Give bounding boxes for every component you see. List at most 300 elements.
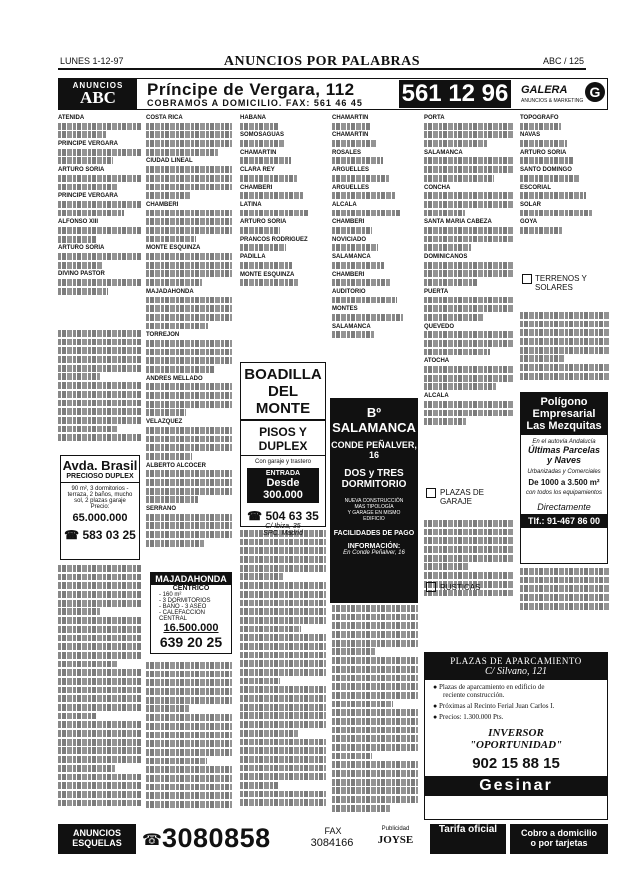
ad-text-line xyxy=(240,617,326,624)
ad-text-line xyxy=(240,157,291,164)
ad-entry-title: SANTA MARIA CABEZA xyxy=(424,219,492,226)
boadilla-addr-1: C/ Ibiza, 35 xyxy=(265,523,301,530)
ad-text-line xyxy=(240,192,303,199)
boadilla-addr-2: SPC. Madrid xyxy=(263,530,303,537)
ad-text-line xyxy=(146,323,208,330)
footer-phone: 3080858 xyxy=(162,823,271,853)
ad-text-line xyxy=(146,697,232,704)
ad-entry-title: CHAMBERI xyxy=(240,184,273,191)
ad-text-line xyxy=(240,721,326,728)
abc-logo-main: ABC xyxy=(80,88,116,107)
poligono-ad xyxy=(520,392,608,564)
ad-text-line xyxy=(146,436,232,443)
ad-text-line xyxy=(58,704,142,711)
ad-text-line xyxy=(240,730,298,737)
ad-entry-title: MONTES xyxy=(332,306,358,313)
ad-text-line xyxy=(424,297,514,304)
ad-text-line xyxy=(520,585,610,592)
brasil-title: Avda. Brasil xyxy=(62,458,138,473)
ad-text-line xyxy=(240,634,326,641)
ad-text-line xyxy=(520,603,610,610)
column-4 xyxy=(332,114,418,394)
ad-entry-title: ANDRES MELLADO xyxy=(146,375,203,382)
ad-text-line xyxy=(424,227,514,234)
cobro-box xyxy=(510,824,608,854)
ad-text-line xyxy=(332,614,418,621)
ad-text-line xyxy=(332,744,418,751)
ad-text-line xyxy=(58,434,142,441)
poligono-t7: Urbanizadas y Comerciales xyxy=(527,469,601,475)
ad-text-line xyxy=(240,210,309,217)
brasil-ad xyxy=(60,455,140,560)
ad-entry-title: CONCHA xyxy=(424,184,451,191)
ad-text-line xyxy=(240,582,326,589)
ad-entry-title: GOYA xyxy=(520,219,538,226)
ad-text-line xyxy=(146,679,232,686)
ad-text-line xyxy=(58,756,142,763)
ad-text-line xyxy=(58,373,100,380)
ad-entry-title: COSTA RICA xyxy=(146,115,183,121)
ad-text-line xyxy=(146,496,198,503)
category-rusticas: RUSTICAS xyxy=(440,583,481,592)
ad-text-line xyxy=(146,357,232,364)
ad-text-line xyxy=(146,470,232,477)
ad-text-line xyxy=(332,605,418,612)
ad-text-line xyxy=(146,740,232,747)
tarifa-box: Tarifa oficial xyxy=(430,824,506,854)
ad-text-line xyxy=(146,262,232,269)
ad-text-line xyxy=(58,175,142,182)
ad-text-line xyxy=(240,669,326,676)
ad-text-line xyxy=(146,210,232,217)
ad-entry-title: PUERTA xyxy=(424,288,449,295)
ad-text-line xyxy=(58,210,124,217)
ad-entry-title: ALCALA xyxy=(332,201,357,208)
ad-text-line xyxy=(240,660,326,667)
ad-text-line xyxy=(332,210,401,217)
ad-text-line xyxy=(332,123,371,130)
ad-text-line xyxy=(520,175,579,182)
gesinar-brand: Gesinar xyxy=(425,776,607,796)
cobro-line-2: o por tarjetas xyxy=(530,838,588,848)
ad-text-line xyxy=(58,123,142,130)
ad-text-line xyxy=(146,522,232,529)
ad-text-line xyxy=(58,800,142,807)
boadilla-garaje: Con garaje y trastero xyxy=(254,459,312,465)
ad-entry-title: ALBERTO ALCOCER xyxy=(146,462,206,469)
salamanca-dos: DOS y TRES xyxy=(344,468,404,479)
majada-phone: 639 20 25 xyxy=(159,634,223,650)
ad-entry-title: VELAZQUEZ xyxy=(146,419,183,426)
ad-text-line xyxy=(520,347,610,354)
ad-text-line xyxy=(146,131,232,138)
publicidad-label: Publicidad xyxy=(381,826,410,832)
ad-text-line xyxy=(332,314,403,321)
ad-text-line xyxy=(146,514,232,521)
ad-entry-title: SANTO DOMINGO xyxy=(520,167,572,174)
ad-text-line xyxy=(146,792,232,799)
ad-text-line xyxy=(424,546,514,553)
ad-text-line xyxy=(240,712,326,719)
plazas-bullet-2: ● Próximas al Recinto Ferial Juan Carlos I. xyxy=(433,702,555,710)
ad-text-line xyxy=(240,565,326,572)
ad-entry-title: LATINA xyxy=(240,201,262,208)
ad-text-line xyxy=(424,175,494,182)
joyse-logo: JOYSE xyxy=(377,834,414,846)
ad-entry-title: SOLAR xyxy=(520,201,541,208)
ad-entry-title: ROSALES xyxy=(332,149,362,156)
ad-text-line xyxy=(424,279,477,286)
poligono-t4: En el autovía Andalucía xyxy=(532,439,596,445)
ad-text-line xyxy=(240,791,326,798)
ad-text-line xyxy=(146,479,232,486)
salamanca-l3: Y GARAGE EN MISMO xyxy=(347,510,401,516)
ad-entry-title: PRANCOS RODRIGUEZ xyxy=(240,236,308,243)
ad-text-line xyxy=(424,572,514,579)
brasil-line: Precio: xyxy=(90,504,110,510)
ad-entry-title: ESCORIAL xyxy=(520,184,552,191)
column-6 xyxy=(520,114,610,264)
ad-text-line xyxy=(424,555,514,562)
ad-entry-title: DIVINO PASTOR xyxy=(58,271,105,278)
boadilla-ad xyxy=(240,362,326,537)
ad-text-line xyxy=(146,758,207,765)
ad-text-line xyxy=(58,635,142,642)
ad-entry-title: TORREJON xyxy=(146,332,180,339)
plazas-bullet-3: ● Precios: 1.300.000 Pts. xyxy=(433,713,504,721)
brasil-line: sol, 2 plazas garaje xyxy=(74,498,126,504)
ad-text-line xyxy=(146,488,232,495)
ad-text-line xyxy=(146,732,232,739)
ad-text-line xyxy=(424,349,490,356)
inversor-title: INVERSOR xyxy=(488,727,544,739)
ad-entry-title: ARGUELLES xyxy=(332,184,370,191)
majada-line: - CALEFACCION CENTRAL xyxy=(159,610,206,622)
ad-text-line xyxy=(424,314,483,321)
ad-text-line xyxy=(240,626,301,633)
column-4-lower xyxy=(332,605,418,817)
salamanca-obra: En Conde Peñalver, 16 xyxy=(343,550,405,556)
ad-text-line xyxy=(58,582,142,589)
ad-entry-title: CHAMARTIN xyxy=(240,149,277,156)
majadahonda-ad xyxy=(150,572,232,654)
ad-text-line xyxy=(146,305,232,312)
boadilla-phone: 504 63 35 xyxy=(265,509,319,523)
ad-text-line xyxy=(520,594,610,601)
ad-text-line xyxy=(332,735,418,742)
ad-text-line xyxy=(146,540,204,547)
ad-text-line xyxy=(58,391,142,398)
ad-text-line xyxy=(240,765,326,772)
plazas-street: C/ Silvano, 121 xyxy=(485,666,547,677)
ad-text-line xyxy=(520,329,610,336)
ad-text-line xyxy=(240,140,285,147)
ad-text-line xyxy=(58,661,118,668)
ad-text-line xyxy=(146,531,232,538)
ad-text-line xyxy=(146,784,232,791)
ad-text-line xyxy=(58,330,142,337)
ad-text-line xyxy=(424,331,514,338)
poligono-t9: con todos los equipamientos xyxy=(525,490,603,496)
ad-text-line xyxy=(58,713,97,720)
ad-text-line xyxy=(240,123,279,130)
ad-text-line xyxy=(58,184,118,191)
ad-text-line xyxy=(240,556,326,563)
salamanca-l2: MAS TIPOLOGÍA xyxy=(354,504,394,510)
ad-text-line xyxy=(146,766,232,773)
ad-text-line xyxy=(332,244,378,251)
ad-text-line xyxy=(240,600,326,607)
galera-logo: GALERA xyxy=(521,84,568,96)
ad-text-line xyxy=(146,366,214,373)
ad-text-line xyxy=(58,687,142,694)
poligono-t10: Directamente xyxy=(537,502,591,512)
inversor-oportunidad: "OPORTUNIDAD" xyxy=(469,739,563,751)
ad-entry-title: SALAMANCA xyxy=(332,254,371,261)
ad-text-line xyxy=(58,236,97,243)
ad-text-line xyxy=(240,747,326,754)
brasil-line: 90 m², 3 dormitorios - xyxy=(71,486,129,492)
category-plazas-garaje: PLAZAS DE GARAJE xyxy=(440,488,485,506)
ad-text-line xyxy=(240,652,326,659)
boadilla-entrada: ENTRADA xyxy=(265,470,301,477)
ad-text-line xyxy=(240,756,326,763)
ad-text-line xyxy=(424,270,514,277)
ad-text-line xyxy=(520,577,610,584)
ad-text-line xyxy=(424,410,514,417)
ad-text-line xyxy=(146,279,202,286)
footer-label-box xyxy=(58,824,136,854)
bullet-icon: ● xyxy=(433,713,439,721)
ad-entry-title: AUDITORIO xyxy=(332,288,366,295)
salamanca-address: CONDE PEÑALVER, 16 xyxy=(331,440,417,460)
ad-text-line xyxy=(332,279,390,286)
ad-text-line xyxy=(332,709,418,716)
ad-text-line xyxy=(332,805,390,812)
ad-text-line xyxy=(240,244,286,251)
ad-text-line xyxy=(58,262,103,269)
category-box xyxy=(426,582,436,592)
ad-text-line xyxy=(332,796,418,803)
ad-text-line xyxy=(58,347,142,354)
poligono-t8: De 1000 a 3.500 m² xyxy=(528,478,600,487)
ad-text-line xyxy=(332,622,418,629)
ad-entry-title: DOMINICANOS xyxy=(424,254,468,261)
ad-entry-title: CHAMBERI xyxy=(146,201,179,208)
ad-entry-title: NAVAS xyxy=(520,132,541,139)
ad-text-line xyxy=(146,140,232,147)
fax-label: FAX xyxy=(324,826,342,836)
ad-text-line xyxy=(240,739,326,746)
ad-text-line xyxy=(58,782,142,789)
poligono-header xyxy=(521,393,607,435)
ad-text-line xyxy=(520,123,561,130)
ad-text-line xyxy=(146,705,189,712)
column-3-lower xyxy=(240,530,326,817)
ad-text-line xyxy=(332,701,393,708)
ad-text-line xyxy=(332,770,418,777)
ad-entry-title: PRINCIPE VERGARA xyxy=(58,141,119,148)
boadilla-title-2: DEL MONTE xyxy=(241,383,325,421)
ad-entry-title: CHAMARTIN xyxy=(332,115,369,121)
ad-text-line xyxy=(58,617,142,624)
majada-line: - 3 DORMITORIOS xyxy=(159,598,211,604)
ad-text-line xyxy=(520,338,610,345)
column-6-lower xyxy=(520,312,610,387)
ad-text-line xyxy=(424,305,514,312)
ad-text-line xyxy=(520,210,592,217)
ad-text-line xyxy=(146,409,186,416)
column-6-bottom xyxy=(520,568,610,612)
ad-text-line xyxy=(520,192,586,199)
ad-entry-title: ARGUELLES xyxy=(332,167,370,174)
bullet-icon: ● xyxy=(433,702,439,710)
ad-text-line xyxy=(146,427,232,434)
ad-text-line xyxy=(146,297,232,304)
ad-text-line xyxy=(58,131,107,138)
ad-text-line xyxy=(332,727,418,734)
ad-text-line xyxy=(58,591,142,598)
ad-text-line xyxy=(58,747,142,754)
ad-text-line xyxy=(424,166,514,173)
ad-text-line xyxy=(58,608,100,615)
column-1-mid xyxy=(58,330,142,448)
ad-entry-title: SALAMANCA xyxy=(332,323,371,330)
fax-number: 3084166 xyxy=(310,837,354,849)
ad-entry-title: ATOCHA xyxy=(424,358,450,365)
ad-text-line xyxy=(58,600,142,607)
ad-entry-title: CHAMBERI xyxy=(332,219,365,226)
ad-text-line xyxy=(332,692,418,699)
ad-entry-title: CLARA REY xyxy=(240,167,275,174)
ad-entry-title: MAJADAHONDA xyxy=(146,288,194,295)
salamanca-dorm: DORMITORIO xyxy=(341,479,407,490)
ad-text-line xyxy=(424,210,465,217)
poligono-t3: Las Mezquitas xyxy=(526,420,602,432)
ad-text-line xyxy=(146,253,232,260)
ad-text-line xyxy=(240,799,326,806)
ad-text-line xyxy=(146,340,232,347)
ad-text-line xyxy=(58,157,113,164)
column-2-lower xyxy=(146,662,232,817)
footer-label-2: ESQUELAS xyxy=(72,838,122,848)
ad-text-line xyxy=(146,775,232,782)
ad-text-line xyxy=(146,149,218,156)
ad-entry-title: TOPOGRAFO xyxy=(520,115,559,121)
salamanca-facilidades: FACILIDADES DE PAGO xyxy=(333,530,415,537)
ad-text-line xyxy=(332,718,418,725)
office-address: Príncipe de Vergara, 112 xyxy=(147,80,355,99)
ad-text-line xyxy=(520,373,610,380)
ad-text-line xyxy=(424,529,514,536)
ad-text-line xyxy=(332,227,372,234)
ad-text-line xyxy=(520,227,562,234)
ad-text-line xyxy=(58,791,142,798)
plazas-bullet-1: ● Plazas de aparcamiento en edificio de xyxy=(433,683,545,691)
ad-entry-title: CHAMBERI xyxy=(332,271,365,278)
footer-bar xyxy=(58,824,608,854)
ad-text-line xyxy=(424,520,514,527)
boadilla-desde: Desde 300.000 xyxy=(263,477,303,501)
ad-text-line xyxy=(424,244,471,251)
ad-text-line xyxy=(332,331,374,338)
ad-text-line xyxy=(520,157,573,164)
majada-line: - 160 m² xyxy=(159,592,182,598)
ad-text-line xyxy=(146,175,232,182)
boadilla-price-box xyxy=(247,468,319,503)
ad-text-line xyxy=(520,568,610,575)
ad-text-line xyxy=(146,383,232,390)
ad-text-line xyxy=(424,262,514,269)
category-solares: TERRENOS Y SOLARES xyxy=(535,274,587,292)
ad-text-line xyxy=(424,340,514,347)
ad-entry-title: PRINCIPE VERGARA xyxy=(58,193,119,200)
ad-text-line xyxy=(240,573,283,580)
ad-text-line xyxy=(520,321,610,328)
ad-text-line xyxy=(332,297,397,304)
plazas-header xyxy=(425,653,607,680)
ad-text-line xyxy=(332,631,418,638)
ad-text-line xyxy=(58,288,108,295)
plazas-title: PLAZAS DE APARCAMIENTO xyxy=(450,656,582,666)
column-3 xyxy=(240,114,326,354)
ad-text-line xyxy=(332,640,418,647)
column-1-lower xyxy=(58,565,142,817)
ad-entry-title: PORTA xyxy=(424,115,445,121)
poligono-t1: Polígono xyxy=(540,396,588,408)
ad-entry-title: MONTE ESQUINZA xyxy=(240,271,295,278)
majada-line: - BAÑO - 3 ASEO xyxy=(159,604,207,610)
ad-entry-title: ATENIDA xyxy=(58,115,85,121)
ad-text-line xyxy=(58,626,142,633)
ad-text-line xyxy=(146,453,192,460)
cobro-line-1: Cobro a domicilio xyxy=(520,828,597,838)
phone-icon: ☎ xyxy=(142,830,162,849)
ad-entry-title: ARTURO SORIA xyxy=(58,245,105,252)
abc-logo xyxy=(59,79,137,109)
ad-text-line xyxy=(520,140,567,147)
brasil-sub: PRECIOSO DUPLEX xyxy=(61,473,139,483)
ad-text-line xyxy=(240,608,326,615)
ad-text-line xyxy=(240,643,326,650)
ad-entry-title: CHAMARTIN xyxy=(332,132,369,139)
salamanca-title: Bº SALAMANCA xyxy=(332,405,416,435)
ad-text-line xyxy=(424,418,466,425)
ad-entry-title: NOVICIADO xyxy=(332,236,367,243)
ad-text-line xyxy=(332,753,372,760)
ad-text-line xyxy=(424,201,514,208)
ad-text-line xyxy=(240,773,326,780)
ad-text-line xyxy=(424,123,514,130)
ad-text-line xyxy=(332,262,384,269)
ad-text-line xyxy=(240,782,278,789)
boadilla-phone-row xyxy=(241,509,325,523)
gesinar-phone: 902 15 88 15 xyxy=(472,755,560,772)
ad-text-line xyxy=(332,761,418,768)
ad-text-line xyxy=(332,657,418,664)
ad-text-line xyxy=(58,678,142,685)
bullet-icon: ● xyxy=(433,683,439,691)
banner-phone: 561 12 96 xyxy=(399,80,511,108)
cobros-line: COBRAMOS A DOMICILIO. FAX: 561 46 45 xyxy=(147,98,363,108)
ad-text-line xyxy=(146,671,232,678)
ad-text-line xyxy=(240,175,297,182)
ad-text-line xyxy=(146,714,232,721)
ad-text-line xyxy=(146,166,232,173)
ad-entry-title: MONTE ESQUINZA xyxy=(146,245,201,252)
ad-text-line xyxy=(240,591,326,598)
ad-text-line xyxy=(146,662,232,669)
